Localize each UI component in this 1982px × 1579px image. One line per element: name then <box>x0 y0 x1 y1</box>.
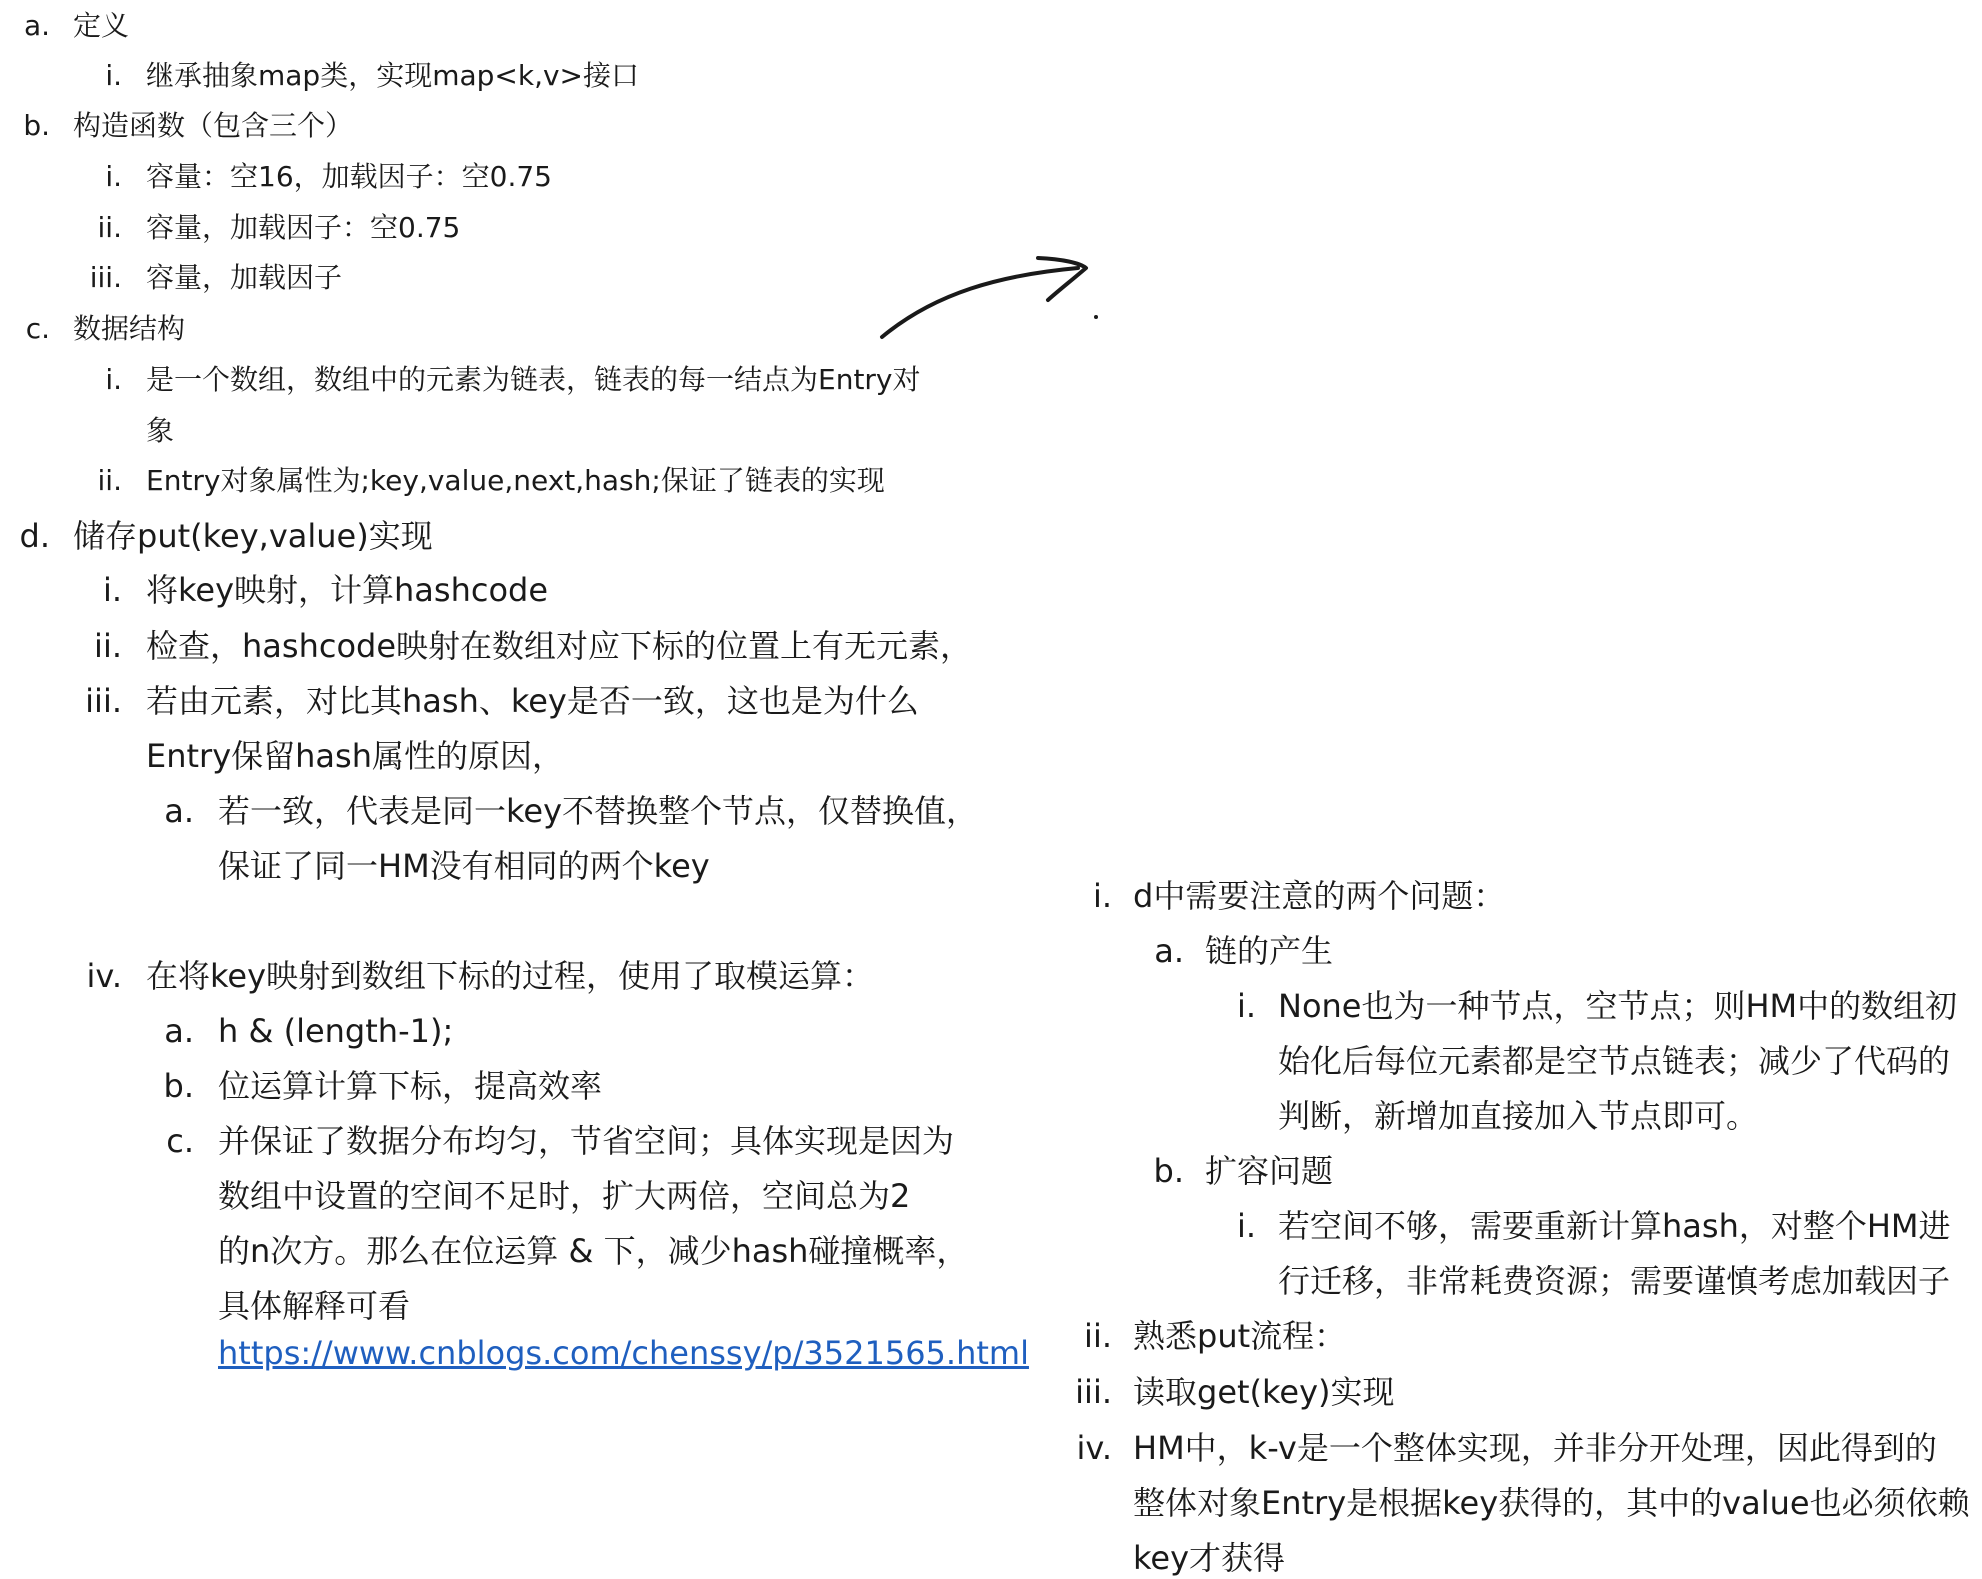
outline-item[interactable]: 若一致，代表是同一key不替换整个节点，仅替换值， <box>218 792 979 830</box>
outline-item[interactable]: 检查，hashcode映射在数组对应下标的位置上有无元素， <box>146 627 973 665</box>
list-marker: i. <box>102 571 122 609</box>
outline-item[interactable]: 若由元素，对比其hash、key是否一致，这也是为什么 <box>146 682 919 720</box>
list-marker: iv. <box>1076 1429 1112 1467</box>
outline-item-continuation[interactable]: 保证了同一HM没有相同的两个key <box>218 847 710 885</box>
ink-dot <box>1094 315 1098 319</box>
list-marker: ii. <box>97 464 122 497</box>
list-marker: i. <box>105 59 122 92</box>
list-marker: i. <box>1236 987 1256 1025</box>
list-marker: a. <box>164 792 194 830</box>
outline-item-continuation[interactable]: 判断，新增加直接加入节点即可。 <box>1278 1097 1759 1135</box>
outline-item[interactable]: HM中，k-v是一个整体实现，并非分开处理，因此得到的 <box>1133 1429 1937 1467</box>
outline-item[interactable]: 继承抽象map类，实现map<k,v>接口 <box>146 59 640 92</box>
list-marker: i. <box>1236 1207 1256 1245</box>
ink-arrow-head <box>1038 258 1086 300</box>
outline-item-continuation[interactable]: 整体对象Entry是根据key获得的，其中的value也必须依赖 <box>1133 1484 1970 1522</box>
outline-item[interactable]: 熟悉put流程： <box>1133 1317 1347 1355</box>
ink-arrow-shaft <box>882 268 1078 337</box>
list-marker: iii. <box>89 261 122 294</box>
outline-item[interactable]: 储存put(key,value)实现 <box>73 517 433 555</box>
outline-item-continuation[interactable]: 始化后每位元素都是空节点链表；减少了代码的 <box>1278 1042 1951 1080</box>
list-marker: b. <box>163 1067 194 1105</box>
list-marker: a. <box>164 1012 194 1050</box>
outline-item[interactable]: 将key映射，计算hashcode <box>146 571 549 609</box>
outline-item[interactable]: 扩容问题 <box>1205 1152 1334 1190</box>
outline-item[interactable]: d中需要注意的两个问题： <box>1133 877 1506 915</box>
list-marker: i. <box>105 160 122 193</box>
list-marker: i. <box>105 363 122 396</box>
list-marker: a. <box>1154 932 1184 970</box>
outline-item[interactable]: 构造函数（包含三个） <box>73 109 354 142</box>
list-marker: iii. <box>1075 1373 1112 1411</box>
outline-item[interactable]: 链的产生 <box>1205 932 1334 970</box>
list-marker: i. <box>1092 877 1112 915</box>
list-marker: ii. <box>97 211 122 244</box>
outline-item[interactable]: None也为一种节点，空节点；则HM中的数组初 <box>1278 987 1958 1025</box>
reference-link[interactable]: https://www.cnblogs.com/chenssy/p/3521565.html <box>218 1334 1029 1372</box>
outline-item-continuation[interactable]: key才获得 <box>1133 1539 1286 1577</box>
list-marker: ii. <box>1084 1317 1112 1355</box>
outline-item[interactable]: 容量，加载因子：空0.75 <box>146 211 461 244</box>
outline-item[interactable]: 定义 <box>73 9 130 42</box>
outline-item-continuation[interactable]: Entry保留hash属性的原因， <box>146 737 564 775</box>
list-marker: c. <box>25 312 50 345</box>
outline-item[interactable]: 数据结构 <box>73 312 186 345</box>
outline-item-continuation[interactable]: 具体解释可看 <box>218 1287 411 1325</box>
outline-item[interactable]: Entry对象属性为;key,value,next,hash;保证了链表的实现 <box>146 464 885 497</box>
list-marker: c. <box>166 1122 194 1160</box>
outline-item-continuation[interactable]: 数组中设置的空间不足时，扩大两倍，空间总为2 <box>218 1177 911 1215</box>
list-marker: ii. <box>94 627 122 665</box>
list-marker: a. <box>23 9 50 42</box>
outline-item[interactable]: 在将key映射到数组下标的过程，使用了取模运算： <box>146 957 875 995</box>
list-marker: d. <box>19 517 50 555</box>
outline-item-continuation[interactable]: 象 <box>146 414 175 447</box>
outline-item[interactable]: 容量：空16，加载因子：空0.75 <box>146 160 552 193</box>
outline-item[interactable]: 位运算计算下标，提高效率 <box>218 1067 603 1105</box>
list-marker: iv. <box>86 957 122 995</box>
outline-item[interactable]: h & (length-1); <box>218 1012 454 1050</box>
outline-item[interactable]: 读取get(key)实现 <box>1133 1373 1395 1411</box>
outline-item[interactable]: 容量，加载因子 <box>146 261 343 294</box>
list-marker: b. <box>23 109 50 142</box>
outline-item-continuation[interactable]: 的n次方。那么在位运算 & 下，减少hash碰撞概率， <box>218 1232 969 1270</box>
outline-item[interactable]: 是一个数组，数组中的元素为链表，链表的每一结点为Entry对 <box>146 363 921 396</box>
outline-item[interactable]: 并保证了数据分布均匀，节省空间；具体实现是因为 <box>218 1122 955 1160</box>
outline-item[interactable]: 若空间不够，需要重新计算hash，对整个HM进 <box>1278 1207 1951 1245</box>
outline-item-continuation[interactable]: 行迁移，非常耗费资源；需要谨慎考虑加载因子 <box>1278 1262 1951 1300</box>
list-marker: b. <box>1153 1152 1184 1190</box>
list-marker: iii. <box>85 682 122 720</box>
